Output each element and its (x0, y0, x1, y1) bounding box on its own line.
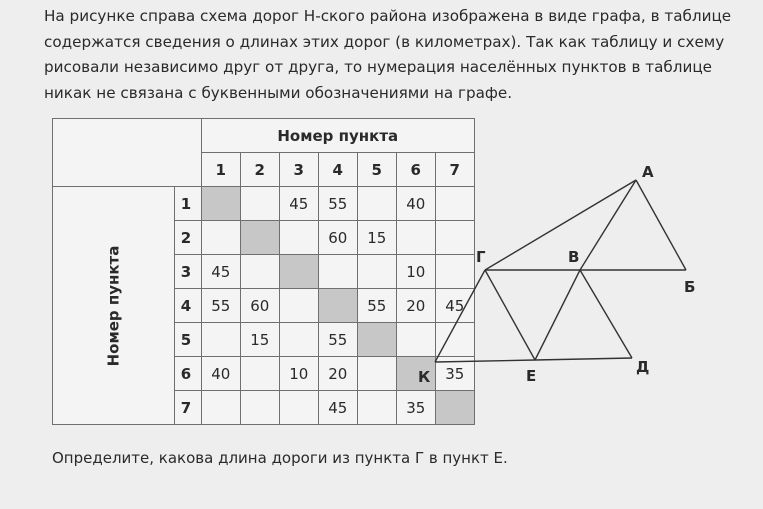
edge-a-v (580, 180, 636, 270)
distance-cell: 20 (318, 357, 357, 391)
column-number: 4 (318, 153, 357, 187)
edge-g-k (435, 270, 485, 362)
distance-cell (357, 187, 396, 221)
distance-cell: 15 (357, 221, 396, 255)
distance-cell (357, 357, 396, 391)
distance-cell: 10 (279, 357, 318, 391)
row-number: 4 (174, 289, 201, 323)
distance-cell: 45 (279, 187, 318, 221)
distance-cell (279, 221, 318, 255)
row-number: 3 (174, 255, 201, 289)
distance-cell: 55 (318, 323, 357, 357)
distance-cell: 55 (201, 289, 240, 323)
column-number: 2 (240, 153, 279, 187)
distance-cell (201, 323, 240, 357)
diagonal-cell (240, 221, 279, 255)
distance-cell: 55 (357, 289, 396, 323)
problem-statement: На рисунке справа схема дорог Н-ского района изображена в виде графа, в таблице содержатся сведения о длинах этих дорог (в километрах). Так как таблицу и схему рисовали независимо друг от друга, то нумерация населённых пунктов в таблице никак не связана с буквенными обозначениями на графе. (44, 7, 732, 102)
distance-cell: 45 (435, 289, 474, 323)
row-number: 7 (174, 391, 201, 425)
row-number: 6 (174, 357, 201, 391)
distance-cell: 45 (201, 255, 240, 289)
distance-cell: 10 (396, 255, 435, 289)
column-header-title: Номер пункта (201, 119, 474, 153)
distance-cell: 40 (396, 187, 435, 221)
column-number: 1 (201, 153, 240, 187)
column-number: 3 (279, 153, 318, 187)
node-label-k: К (418, 368, 431, 386)
row-number: 2 (174, 221, 201, 255)
distance-cell (279, 323, 318, 357)
distance-cell (279, 289, 318, 323)
distance-cell: 15 (240, 323, 279, 357)
distance-cell (240, 357, 279, 391)
edge-g-e (485, 270, 535, 360)
column-number: 7 (435, 153, 474, 187)
diagonal-cell (357, 323, 396, 357)
distance-cell: 35 (396, 391, 435, 425)
edge-v-d (580, 270, 632, 358)
node-label-d: Д (636, 358, 650, 376)
diagonal-cell (201, 187, 240, 221)
edge-a-b (636, 180, 686, 270)
node-label-a: А (642, 163, 654, 181)
edge-v-e (535, 270, 580, 360)
column-number: 6 (396, 153, 435, 187)
row-header-label: Номер пункта (104, 245, 123, 366)
question: Определите, какова длина дороги из пункта Г в пункт Е. (52, 449, 508, 467)
distance-cell: 20 (396, 289, 435, 323)
node-label-v: В (568, 248, 580, 266)
distance-cell (279, 391, 318, 425)
distance-cell: 60 (318, 221, 357, 255)
row-number: 5 (174, 323, 201, 357)
distance-cell: 40 (201, 357, 240, 391)
distance-cell (357, 255, 396, 289)
edge-a-g (485, 180, 636, 270)
distance-cell (240, 187, 279, 221)
distance-cell (357, 391, 396, 425)
road-graph (400, 150, 710, 390)
table-corner (53, 119, 202, 187)
diagonal-cell (318, 289, 357, 323)
distance-cell: 45 (318, 391, 357, 425)
distance-cell: 55 (318, 187, 357, 221)
distance-cell (318, 255, 357, 289)
distance-cell: 60 (240, 289, 279, 323)
diagonal-cell (435, 391, 474, 425)
row-number: 1 (174, 187, 201, 221)
edge-e-d (535, 358, 632, 360)
distance-cell (240, 255, 279, 289)
diagonal-cell (279, 255, 318, 289)
distance-cell: 35 (435, 357, 474, 391)
edge-k-e (435, 360, 535, 362)
node-label-e: Е (526, 367, 537, 385)
distance-cell (201, 391, 240, 425)
column-number: 5 (357, 153, 396, 187)
node-label-b: Б (684, 278, 696, 296)
distance-cell (201, 221, 240, 255)
distance-cell (240, 391, 279, 425)
row-header-title (53, 187, 175, 425)
node-label-g: Г (476, 248, 486, 266)
